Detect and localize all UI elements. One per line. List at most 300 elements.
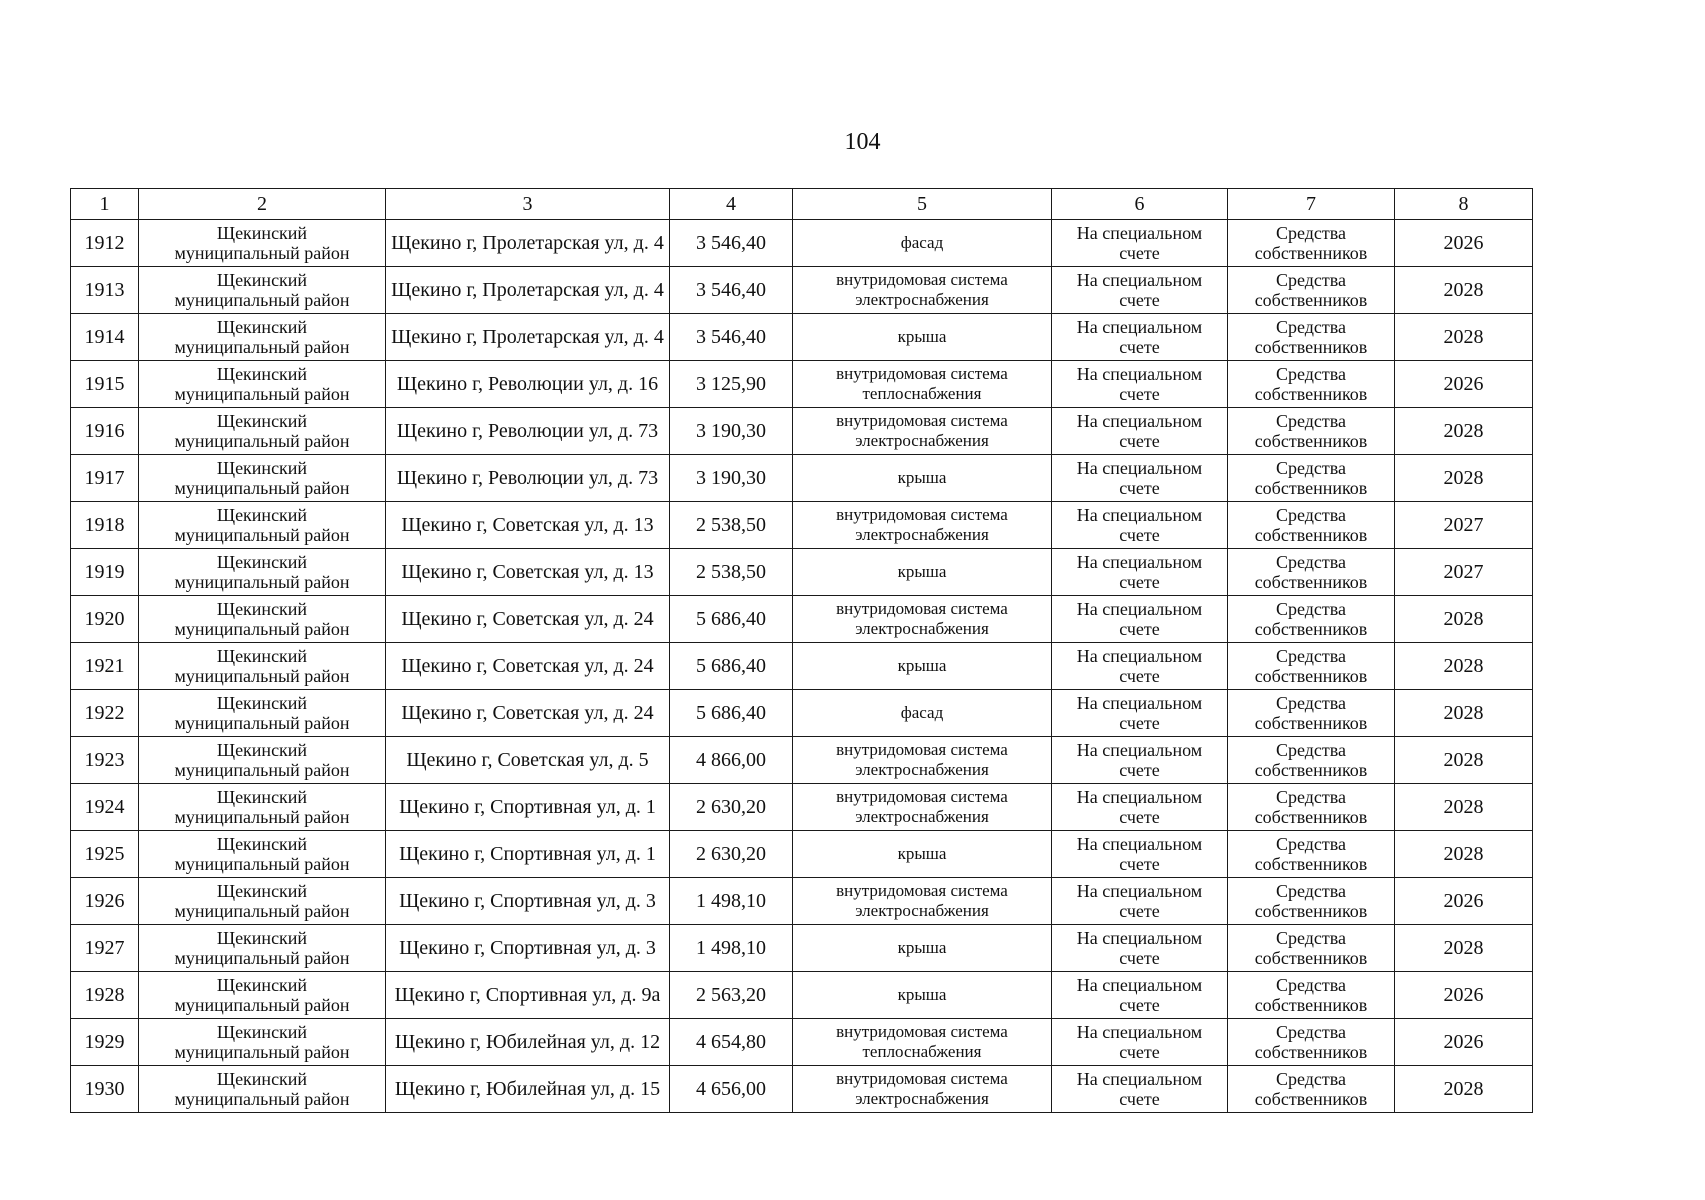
district-line: муниципальный район	[174, 901, 350, 921]
account-line: счете	[1119, 525, 1160, 545]
account-line: На специальном	[1076, 458, 1203, 478]
row-number-cell: 1921	[71, 643, 139, 690]
table-row	[71, 455, 1533, 502]
funding-source-cell	[1228, 502, 1395, 549]
table-row	[71, 1019, 1533, 1066]
work-type-cell	[793, 737, 1052, 784]
district-line: Щекинский	[216, 646, 308, 666]
account-cell	[1052, 267, 1228, 314]
account-line: На специальном	[1076, 599, 1203, 619]
area-cell: 4 656,00	[670, 1066, 793, 1113]
funding-source-line: собственников	[1254, 619, 1368, 639]
address-cell: Щекино г, Спортивная ул, д. 3	[386, 925, 670, 972]
row-number-cell: 1920	[71, 596, 139, 643]
address-cell: Щекино г, Юбилейная ул, д. 12	[386, 1019, 670, 1066]
district-line: Щекинский	[216, 928, 308, 948]
district-line: Щекинский	[216, 1022, 308, 1042]
table-row	[71, 831, 1533, 878]
district-line: Щекинский	[216, 834, 308, 854]
account-cell	[1052, 549, 1228, 596]
district-cell	[139, 455, 386, 502]
area-cell: 1 498,10	[670, 925, 793, 972]
year-cell: 2028	[1395, 408, 1533, 455]
funding-source-line: Средства	[1275, 787, 1347, 807]
account-line: счете	[1119, 384, 1160, 404]
account-line: счете	[1119, 1042, 1160, 1062]
address-cell: Щекино г, Юбилейная ул, д. 15	[386, 1066, 670, 1113]
district-line: муниципальный район	[174, 713, 350, 733]
table-row	[71, 549, 1533, 596]
year-cell: 2028	[1395, 455, 1533, 502]
account-line: счете	[1119, 760, 1160, 780]
district-line: Щекинский	[216, 975, 308, 995]
address-cell: Щекино г, Революции ул, д. 73	[386, 455, 670, 502]
account-cell	[1052, 408, 1228, 455]
account-line: счете	[1119, 948, 1160, 968]
address-cell: Щекино г, Советская ул, д. 24	[386, 596, 670, 643]
row-number-cell: 1930	[71, 1066, 139, 1113]
area-cell: 1 498,10	[670, 878, 793, 925]
district-cell	[139, 220, 386, 267]
address-cell: Щекино г, Советская ул, д. 13	[386, 549, 670, 596]
account-cell	[1052, 361, 1228, 408]
funding-source-line: Средства	[1275, 1069, 1347, 1089]
district-cell	[139, 1066, 386, 1113]
work-type-line: внутридомовая система	[836, 505, 1008, 524]
address-cell: Щекино г, Спортивная ул, д. 9а	[386, 972, 670, 1019]
address-cell: Щекино г, Советская ул, д. 24	[386, 690, 670, 737]
table-row	[71, 784, 1533, 831]
district-line: Щекинский	[216, 1069, 308, 1089]
funding-source-line: собственников	[1254, 384, 1368, 404]
account-line: На специальном	[1076, 787, 1203, 807]
account-line: На специальном	[1076, 552, 1203, 572]
funding-source-cell	[1228, 1066, 1395, 1113]
work-type-cell	[793, 502, 1052, 549]
account-cell	[1052, 972, 1228, 1019]
year-cell: 2028	[1395, 925, 1533, 972]
funding-source-line: Средства	[1275, 881, 1347, 901]
work-type-line: крыша	[897, 938, 947, 957]
row-number-cell: 1923	[71, 737, 139, 784]
account-cell	[1052, 220, 1228, 267]
area-cell: 3 546,40	[670, 220, 793, 267]
work-type-line: электроснабжения	[855, 619, 989, 638]
account-line: На специальном	[1076, 223, 1203, 243]
account-line: На специальном	[1076, 928, 1203, 948]
funding-source-line: собственников	[1254, 431, 1368, 451]
work-type-cell	[793, 878, 1052, 925]
funding-source-line: Средства	[1275, 740, 1347, 760]
work-type-line: электроснабжения	[855, 1089, 989, 1108]
funding-source-line: собственников	[1254, 290, 1368, 310]
work-type-line: внутридомовая система	[836, 1022, 1008, 1041]
account-cell	[1052, 502, 1228, 549]
district-cell	[139, 831, 386, 878]
work-type-cell	[793, 784, 1052, 831]
account-line: На специальном	[1076, 975, 1203, 995]
table-row	[71, 1066, 1533, 1113]
funding-source-line: собственников	[1254, 807, 1368, 827]
funding-source-line: Средства	[1275, 364, 1347, 384]
funding-source-line: Средства	[1275, 834, 1347, 854]
row-number-cell: 1917	[71, 455, 139, 502]
work-type-cell	[793, 1066, 1052, 1113]
district-line: Щекинский	[216, 693, 308, 713]
funding-source-line: собственников	[1254, 948, 1368, 968]
district-line: муниципальный район	[174, 948, 350, 968]
address-cell: Щекино г, Спортивная ул, д. 1	[386, 784, 670, 831]
funding-source-line: собственников	[1254, 901, 1368, 921]
account-cell	[1052, 784, 1228, 831]
row-number-cell: 1927	[71, 925, 139, 972]
work-type-line: крыша	[897, 327, 947, 346]
work-type-cell	[793, 690, 1052, 737]
funding-source-line: Средства	[1275, 646, 1347, 666]
work-type-cell	[793, 831, 1052, 878]
district-line: муниципальный район	[174, 290, 350, 310]
address-cell: Щекино г, Пролетарская ул, д. 4	[386, 267, 670, 314]
account-cell	[1052, 737, 1228, 784]
account-cell	[1052, 925, 1228, 972]
district-cell	[139, 643, 386, 690]
work-type-line: внутридомовая система	[836, 787, 1008, 806]
table-row	[71, 878, 1533, 925]
district-cell	[139, 596, 386, 643]
funding-source-cell	[1228, 220, 1395, 267]
work-type-line: внутридомовая система	[836, 599, 1008, 618]
funding-source-cell	[1228, 361, 1395, 408]
account-line: счете	[1119, 901, 1160, 921]
account-cell	[1052, 878, 1228, 925]
table-row	[71, 737, 1533, 784]
district-cell	[139, 502, 386, 549]
row-number-cell: 1916	[71, 408, 139, 455]
year-cell: 2028	[1395, 314, 1533, 361]
district-line: муниципальный район	[174, 1042, 350, 1062]
work-type-line: крыша	[897, 656, 947, 675]
district-line: Щекинский	[216, 411, 308, 431]
funding-source-line: собственников	[1254, 1042, 1368, 1062]
work-type-cell	[793, 220, 1052, 267]
work-type-line: электроснабжения	[855, 807, 989, 826]
account-line: На специальном	[1076, 317, 1203, 337]
work-type-line: крыша	[897, 985, 947, 1004]
page-number: 104	[844, 129, 881, 155]
account-line: счете	[1119, 1089, 1160, 1109]
area-cell: 3 125,90	[670, 361, 793, 408]
district-line: муниципальный район	[174, 854, 350, 874]
funding-source-line: собственников	[1254, 1089, 1368, 1109]
work-type-line: теплоснабжения	[862, 1042, 982, 1061]
funding-source-line: Средства	[1275, 599, 1347, 619]
table-row	[71, 361, 1533, 408]
funding-source-line: Средства	[1275, 505, 1347, 525]
row-number-cell: 1929	[71, 1019, 139, 1066]
account-cell	[1052, 690, 1228, 737]
capital-repair-table	[70, 188, 1533, 1113]
funding-source-line: Средства	[1275, 270, 1347, 290]
row-number-cell: 1914	[71, 314, 139, 361]
funding-source-line: собственников	[1254, 572, 1368, 592]
funding-source-cell	[1228, 784, 1395, 831]
table-row	[71, 690, 1533, 737]
row-number-cell: 1928	[71, 972, 139, 1019]
district-line: Щекинский	[216, 223, 308, 243]
area-cell: 5 686,40	[670, 643, 793, 690]
work-type-line: фасад	[900, 703, 944, 722]
account-line: На специальном	[1076, 693, 1203, 713]
account-line: счете	[1119, 337, 1160, 357]
row-number-cell: 1912	[71, 220, 139, 267]
table-row	[71, 643, 1533, 690]
area-cell: 2 630,20	[670, 831, 793, 878]
work-type-line: теплоснабжения	[862, 384, 982, 403]
area-cell: 4 654,80	[670, 1019, 793, 1066]
work-type-cell	[793, 408, 1052, 455]
account-line: счете	[1119, 478, 1160, 498]
account-line: счете	[1119, 713, 1160, 733]
account-cell	[1052, 1019, 1228, 1066]
work-type-line: электроснабжения	[855, 760, 989, 779]
district-line: Щекинский	[216, 787, 308, 807]
column-header: 5	[793, 189, 1052, 220]
funding-source-line: Средства	[1275, 1022, 1347, 1042]
table-row	[71, 596, 1533, 643]
funding-source-cell	[1228, 549, 1395, 596]
funding-source-cell	[1228, 1019, 1395, 1066]
year-cell: 2028	[1395, 737, 1533, 784]
funding-source-cell	[1228, 831, 1395, 878]
funding-source-line: собственников	[1254, 713, 1368, 733]
work-type-cell	[793, 314, 1052, 361]
work-type-line: электроснабжения	[855, 431, 989, 450]
column-header: 7	[1228, 189, 1395, 220]
year-cell: 2027	[1395, 502, 1533, 549]
account-line: На специальном	[1076, 740, 1203, 760]
district-line: Щекинский	[216, 881, 308, 901]
account-cell	[1052, 643, 1228, 690]
district-line: муниципальный район	[174, 619, 350, 639]
district-cell	[139, 972, 386, 1019]
funding-source-cell	[1228, 596, 1395, 643]
row-number-cell: 1924	[71, 784, 139, 831]
account-line: На специальном	[1076, 1022, 1203, 1042]
district-cell	[139, 784, 386, 831]
table-body	[71, 189, 1533, 1113]
column-header: 6	[1052, 189, 1228, 220]
area-cell: 2 630,20	[670, 784, 793, 831]
district-line: муниципальный район	[174, 431, 350, 451]
work-type-cell	[793, 455, 1052, 502]
funding-source-line: собственников	[1254, 760, 1368, 780]
funding-source-line: Средства	[1275, 928, 1347, 948]
funding-source-line: Средства	[1275, 223, 1347, 243]
funding-source-line: собственников	[1254, 243, 1368, 263]
funding-source-cell	[1228, 878, 1395, 925]
funding-source-cell	[1228, 455, 1395, 502]
district-line: Щекинский	[216, 599, 308, 619]
work-type-line: электроснабжения	[855, 290, 989, 309]
year-cell: 2028	[1395, 596, 1533, 643]
district-line: Щекинский	[216, 317, 308, 337]
work-type-line: внутридомовая система	[836, 270, 1008, 289]
work-type-cell	[793, 1019, 1052, 1066]
work-type-line: крыша	[897, 844, 947, 863]
district-line: муниципальный район	[174, 572, 350, 592]
district-line: муниципальный район	[174, 525, 350, 545]
district-line: муниципальный район	[174, 760, 350, 780]
area-cell: 5 686,40	[670, 690, 793, 737]
district-line: муниципальный район	[174, 995, 350, 1015]
area-cell: 3 190,30	[670, 408, 793, 455]
account-line: счете	[1119, 431, 1160, 451]
address-cell: Щекино г, Революции ул, д. 73	[386, 408, 670, 455]
year-cell: 2028	[1395, 784, 1533, 831]
funding-source-cell	[1228, 643, 1395, 690]
district-line: муниципальный район	[174, 1089, 350, 1109]
address-cell: Щекино г, Спортивная ул, д. 3	[386, 878, 670, 925]
district-line: муниципальный район	[174, 243, 350, 263]
table-row	[71, 267, 1533, 314]
funding-source-cell	[1228, 972, 1395, 1019]
district-line: Щекинский	[216, 505, 308, 525]
table-row	[71, 925, 1533, 972]
funding-source-cell	[1228, 267, 1395, 314]
district-line: Щекинский	[216, 740, 308, 760]
area-cell: 4 866,00	[670, 737, 793, 784]
work-type-line: крыша	[897, 562, 947, 581]
work-type-line: электроснабжения	[855, 525, 989, 544]
account-line: На специальном	[1076, 364, 1203, 384]
work-type-cell	[793, 267, 1052, 314]
district-line: муниципальный район	[174, 337, 350, 357]
district-line: Щекинский	[216, 270, 308, 290]
row-number-cell: 1918	[71, 502, 139, 549]
year-cell: 2026	[1395, 972, 1533, 1019]
account-line: На специальном	[1076, 646, 1203, 666]
district-line: муниципальный район	[174, 384, 350, 404]
district-cell	[139, 314, 386, 361]
table-row	[71, 220, 1533, 267]
area-cell: 2 538,50	[670, 502, 793, 549]
column-header: 8	[1395, 189, 1533, 220]
work-type-line: внутридомовая система	[836, 740, 1008, 759]
district-cell	[139, 408, 386, 455]
account-line: счете	[1119, 290, 1160, 310]
year-cell: 2026	[1395, 878, 1533, 925]
year-cell: 2028	[1395, 643, 1533, 690]
account-line: счете	[1119, 619, 1160, 639]
district-cell	[139, 925, 386, 972]
account-cell	[1052, 831, 1228, 878]
year-cell: 2028	[1395, 831, 1533, 878]
account-line: счете	[1119, 807, 1160, 827]
district-cell	[139, 1019, 386, 1066]
year-cell: 2026	[1395, 361, 1533, 408]
funding-source-line: Средства	[1275, 411, 1347, 431]
area-cell: 2 563,20	[670, 972, 793, 1019]
funding-source-line: собственников	[1254, 525, 1368, 545]
funding-source-line: собственников	[1254, 337, 1368, 357]
district-cell	[139, 549, 386, 596]
account-line: На специальном	[1076, 270, 1203, 290]
area-cell: 3 546,40	[670, 267, 793, 314]
work-type-cell	[793, 549, 1052, 596]
district-line: муниципальный район	[174, 807, 350, 827]
area-cell: 3 546,40	[670, 314, 793, 361]
area-cell: 2 538,50	[670, 549, 793, 596]
funding-source-line: собственников	[1254, 478, 1368, 498]
row-number-cell: 1913	[71, 267, 139, 314]
funding-source-line: Средства	[1275, 975, 1347, 995]
funding-source-line: Средства	[1275, 458, 1347, 478]
table-row	[71, 502, 1533, 549]
work-type-cell	[793, 972, 1052, 1019]
account-line: счете	[1119, 854, 1160, 874]
address-cell: Щекино г, Пролетарская ул, д. 4	[386, 220, 670, 267]
district-line: Щекинский	[216, 552, 308, 572]
account-line: счете	[1119, 243, 1160, 263]
funding-source-line: Средства	[1275, 693, 1347, 713]
funding-source-cell	[1228, 925, 1395, 972]
table-row	[71, 972, 1533, 1019]
row-number-cell: 1926	[71, 878, 139, 925]
funding-source-cell	[1228, 737, 1395, 784]
funding-source-cell	[1228, 690, 1395, 737]
account-line: На специальном	[1076, 834, 1203, 854]
work-type-line: электроснабжения	[855, 901, 989, 920]
account-line: счете	[1119, 995, 1160, 1015]
work-type-line: крыша	[897, 468, 947, 487]
year-cell: 2028	[1395, 690, 1533, 737]
district-line: муниципальный район	[174, 478, 350, 498]
year-cell: 2026	[1395, 220, 1533, 267]
account-line: На специальном	[1076, 881, 1203, 901]
account-cell	[1052, 455, 1228, 502]
column-header: 3	[386, 189, 670, 220]
row-number-cell: 1922	[71, 690, 139, 737]
work-type-line: внутридомовая система	[836, 411, 1008, 430]
work-type-cell	[793, 643, 1052, 690]
funding-source-line: собственников	[1254, 854, 1368, 874]
account-cell	[1052, 1066, 1228, 1113]
funding-source-cell	[1228, 314, 1395, 361]
address-cell: Щекино г, Пролетарская ул, д. 4	[386, 314, 670, 361]
year-cell: 2026	[1395, 1019, 1533, 1066]
work-type-line: внутридомовая система	[836, 881, 1008, 900]
row-number-cell: 1915	[71, 361, 139, 408]
address-cell: Щекино г, Советская ул, д. 13	[386, 502, 670, 549]
account-cell	[1052, 596, 1228, 643]
row-number-cell: 1925	[71, 831, 139, 878]
district-line: Щекинский	[216, 364, 308, 384]
table-row	[71, 408, 1533, 455]
area-cell: 3 190,30	[670, 455, 793, 502]
year-cell: 2028	[1395, 1066, 1533, 1113]
address-cell: Щекино г, Советская ул, д. 5	[386, 737, 670, 784]
account-line: счете	[1119, 572, 1160, 592]
column-header: 1	[71, 189, 139, 220]
account-line: На специальном	[1076, 505, 1203, 525]
district-cell	[139, 878, 386, 925]
funding-source-line: собственников	[1254, 995, 1368, 1015]
work-type-line: фасад	[900, 233, 944, 252]
district-line: муниципальный район	[174, 666, 350, 686]
funding-source-line: Средства	[1275, 552, 1347, 572]
district-cell	[139, 690, 386, 737]
table-row	[71, 314, 1533, 361]
